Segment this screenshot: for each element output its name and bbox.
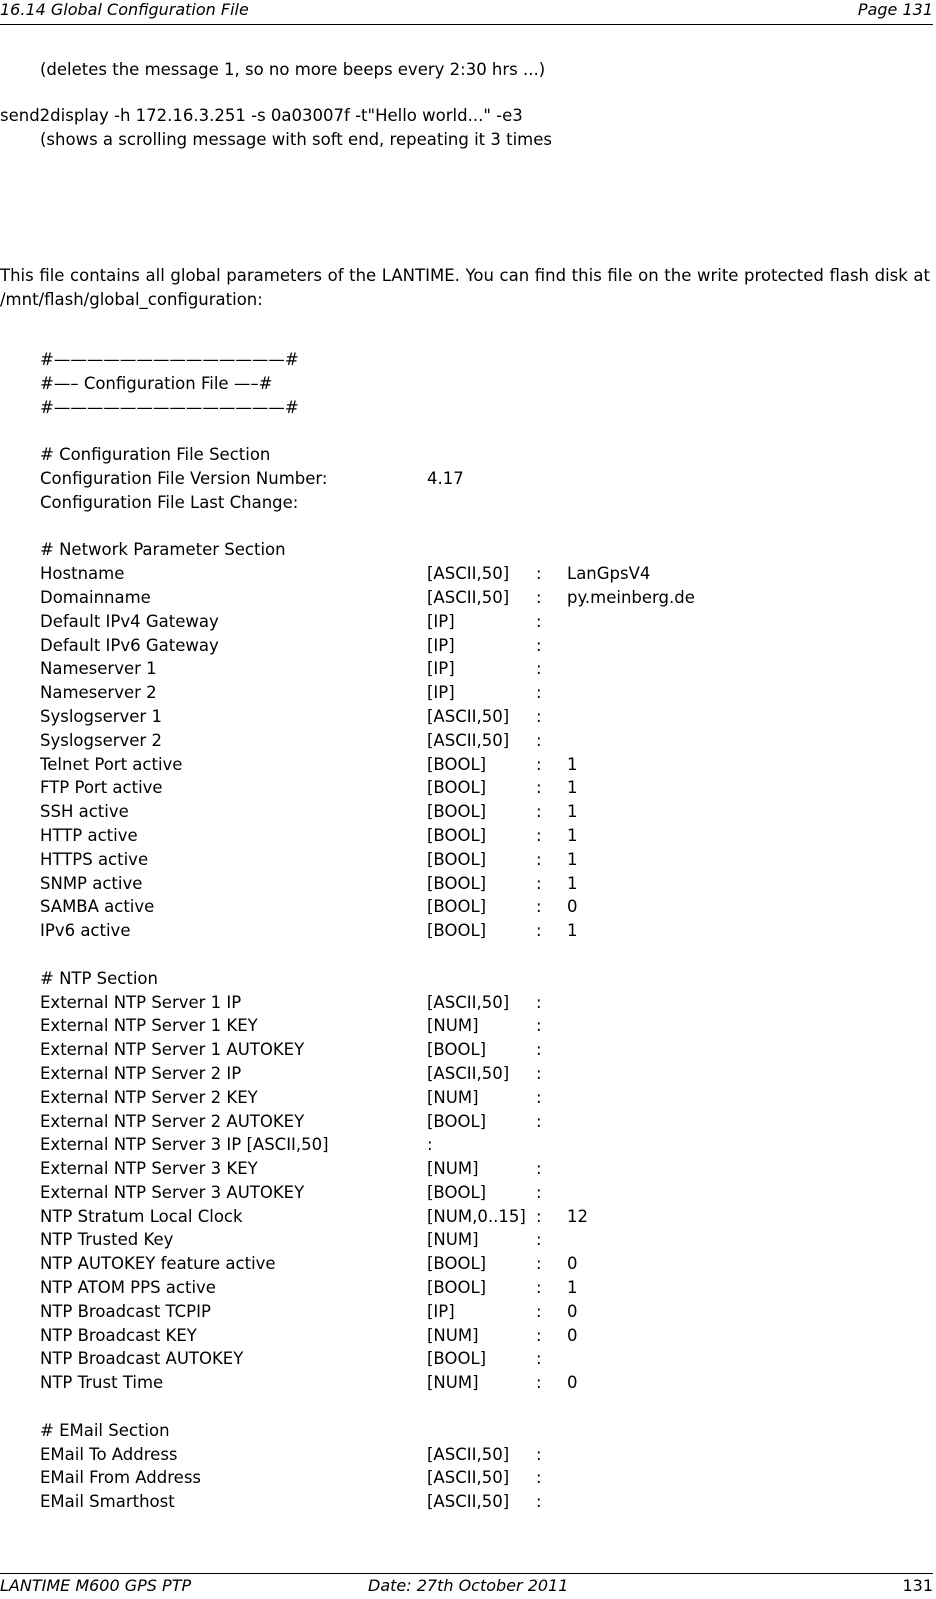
config-key: NTP Trusted Key (40, 1230, 174, 1250)
config-row (40, 1302, 920, 1326)
config-separator: : (536, 1325, 542, 1345)
config-separator: : (536, 587, 542, 607)
config-type: [NUM] (427, 1325, 479, 1345)
config-row (40, 802, 920, 826)
config-key: NTP Broadcast AUTOKEY (40, 1349, 244, 1369)
config-separator: : (536, 1230, 542, 1250)
config-row (40, 588, 920, 612)
document-date: Date: 27th October 2011 (368, 1576, 569, 1595)
config-key: NTP Trust Time (40, 1373, 164, 1393)
config-type: [ASCII,50] (427, 1492, 510, 1512)
config-row (40, 1468, 920, 1492)
config-type: [BOOL] (427, 1111, 487, 1131)
config-key: FTP Port active (40, 778, 163, 798)
config-type: [IP] (427, 659, 455, 679)
config-type: [BOOL] (427, 1254, 487, 1274)
config-row (40, 707, 920, 731)
config-type: [ASCII,50] (427, 706, 510, 726)
config-value: 0 (567, 1373, 578, 1393)
config-separator: : (536, 1063, 542, 1083)
page-header (0, 0, 933, 25)
config-row (40, 1373, 920, 1397)
config-row (40, 1064, 920, 1088)
config-separator: : (536, 635, 542, 655)
config-type: : (427, 1135, 433, 1155)
config-key: SNMP active (40, 873, 143, 893)
config-row (40, 1207, 920, 1231)
config-row (40, 1135, 920, 1159)
config-row (40, 1159, 920, 1183)
config-separator: : (536, 564, 542, 584)
config-separator: : (536, 1159, 542, 1179)
config-row (40, 612, 920, 636)
config-type: [BOOL] (427, 1349, 487, 1369)
config-key: IPv6 active (40, 921, 131, 941)
config-type: [IP] (427, 1301, 455, 1321)
config-row (40, 350, 920, 374)
config-separator: : (536, 683, 542, 703)
config-key: EMail To Address (40, 1444, 178, 1464)
config-type: [BOOL] (427, 849, 487, 869)
config-separator: : (536, 706, 542, 726)
config-key: Default IPv4 Gateway (40, 611, 219, 631)
config-type: [NUM] (427, 1159, 479, 1179)
config-separator: : (536, 897, 542, 917)
config-row (40, 1230, 920, 1254)
config-type: [BOOL] (427, 873, 487, 893)
config-type: [BOOL] (427, 1278, 487, 1298)
config-key: # NTP Section (40, 968, 158, 988)
config-key: External NTP Server 3 AUTOKEY (40, 1182, 305, 1202)
config-type: [BOOL] (427, 778, 487, 798)
config-row (40, 1397, 920, 1421)
config-key: Nameserver 1 (40, 659, 157, 679)
config-type: [NUM,0..15] (427, 1206, 526, 1226)
config-type: [IP] (427, 611, 455, 631)
config-separator: : (536, 1349, 542, 1369)
config-separator: : (536, 1087, 542, 1107)
config-type: [ASCII,50] (427, 1063, 510, 1083)
config-key: EMail Smarthost (40, 1492, 175, 1512)
config-row (40, 445, 920, 469)
config-type: [IP] (427, 635, 455, 655)
config-type: [BOOL] (427, 802, 487, 822)
config-key: External NTP Server 3 IP [ASCII,50] (40, 1135, 329, 1155)
config-key: SSH active (40, 802, 129, 822)
config-key: #—– Configuration File —–# (40, 373, 273, 393)
config-separator: : (536, 659, 542, 679)
config-row (40, 993, 920, 1017)
config-row (40, 469, 920, 493)
config-separator: : (536, 849, 542, 869)
config-key: NTP AUTOKEY feature active (40, 1254, 276, 1274)
page-footer (0, 1573, 933, 1599)
config-key: Nameserver 2 (40, 683, 157, 703)
section-title: 16.14 Global Configuration File (0, 0, 249, 19)
config-key: Hostname (40, 564, 125, 584)
config-key: Syslogserver 1 (40, 706, 162, 726)
config-key: # Network Parameter Section (40, 540, 286, 560)
intro-line-1: (deletes the message 1, so no more beeps every 2:30 hrs ...) (40, 60, 546, 79)
config-key: EMail From Address (40, 1468, 202, 1488)
config-type: [BOOL] (427, 1182, 487, 1202)
config-row (40, 398, 920, 422)
config-type: [IP] (427, 683, 455, 703)
config-type: [BOOL] (427, 897, 487, 917)
config-value: 0 (567, 897, 578, 917)
config-value: 1 (567, 802, 578, 822)
config-type: [NUM] (427, 1087, 479, 1107)
config-key: Configuration File Last Change: (40, 492, 299, 512)
config-separator: : (536, 825, 542, 845)
config-key: External NTP Server 1 AUTOKEY (40, 1040, 305, 1060)
config-separator: : (536, 873, 542, 893)
config-type: [BOOL] (427, 825, 487, 845)
config-separator: : (536, 802, 542, 822)
config-row (40, 517, 920, 541)
config-key: Default IPv6 Gateway (40, 635, 219, 655)
config-type: [ASCII,50] (427, 992, 510, 1012)
config-row (40, 1492, 920, 1516)
config-separator: : (536, 1301, 542, 1321)
config-key: External NTP Server 2 KEY (40, 1087, 258, 1107)
command-example: send2display -h 172.16.3.251 -s 0a03007f -t"Hello world..." -e3 (0, 106, 523, 125)
config-key: External NTP Server 2 IP (40, 1063, 242, 1083)
config-value: 1 (567, 754, 578, 774)
config-row (40, 826, 920, 850)
config-listing (40, 350, 920, 1516)
config-row (40, 1421, 920, 1445)
config-row (40, 921, 920, 945)
config-type: 4.17 (427, 468, 464, 488)
config-key: Syslogserver 2 (40, 730, 162, 750)
config-row (40, 374, 920, 398)
config-separator: : (536, 1040, 542, 1060)
config-separator: : (536, 1444, 542, 1464)
config-key: External NTP Server 1 IP (40, 992, 242, 1012)
config-key: NTP Stratum Local Clock (40, 1206, 243, 1226)
config-key: NTP ATOM PPS active (40, 1278, 216, 1298)
config-separator: : (536, 1254, 542, 1274)
config-key: #——————————————# (40, 397, 299, 417)
config-separator: : (536, 1492, 542, 1512)
config-value: 1 (567, 778, 578, 798)
config-separator: : (536, 730, 542, 750)
config-value: 12 (567, 1206, 588, 1226)
page-label: Page 131 (857, 0, 933, 19)
config-row (40, 1040, 920, 1064)
config-key: SAMBA active (40, 897, 155, 917)
config-row (40, 1112, 920, 1136)
config-row (40, 778, 920, 802)
config-row (40, 636, 920, 660)
config-key: HTTPS active (40, 849, 149, 869)
config-key: NTP Broadcast TCPIP (40, 1301, 211, 1321)
config-row (40, 850, 920, 874)
config-key: HTTP active (40, 825, 138, 845)
config-key: # EMail Section (40, 1420, 170, 1440)
config-key: #——————————————# (40, 350, 299, 369)
config-key: External NTP Server 2 AUTOKEY (40, 1111, 305, 1131)
config-row (40, 1183, 920, 1207)
config-row (40, 564, 920, 588)
config-value: 1 (567, 873, 578, 893)
config-row (40, 659, 920, 683)
config-row (40, 683, 920, 707)
config-separator: : (536, 1182, 542, 1202)
config-key: Domainname (40, 587, 151, 607)
config-type: [ASCII,50] (427, 587, 510, 607)
config-separator: : (536, 754, 542, 774)
config-row (40, 1445, 920, 1469)
config-type: [ASCII,50] (427, 1444, 510, 1464)
config-value: 0 (567, 1301, 578, 1321)
config-type: [BOOL] (427, 921, 487, 941)
config-row (40, 874, 920, 898)
config-row (40, 969, 920, 993)
config-separator: : (536, 1111, 542, 1131)
config-separator: : (536, 778, 542, 798)
config-row (40, 1349, 920, 1373)
intro-line-2: (shows a scrolling message with soft end, repeating it 3 times (40, 130, 552, 149)
config-type: [BOOL] (427, 754, 487, 774)
config-separator: : (536, 1468, 542, 1488)
config-value: py.meinberg.de (567, 587, 695, 607)
config-row (40, 421, 920, 445)
config-row (40, 1016, 920, 1040)
config-separator: : (536, 1016, 542, 1036)
config-type: [ASCII,50] (427, 1468, 510, 1488)
config-value: LanGpsV4 (567, 564, 651, 584)
config-key: Configuration File Version Number: (40, 468, 328, 488)
config-value: 0 (567, 1254, 578, 1274)
config-value: 1 (567, 921, 578, 941)
config-row (40, 755, 920, 779)
config-row (40, 1254, 920, 1278)
product-name: LANTIME M600 GPS PTP (0, 1576, 192, 1595)
config-separator: : (536, 1373, 542, 1393)
config-separator: : (536, 921, 542, 941)
config-row (40, 945, 920, 969)
config-row (40, 1326, 920, 1350)
config-separator: : (536, 611, 542, 631)
config-key: Telnet Port active (40, 754, 183, 774)
config-type: [BOOL] (427, 1040, 487, 1060)
config-type: [ASCII,50] (427, 564, 510, 584)
config-value: 1 (567, 825, 578, 845)
config-row (40, 493, 920, 517)
config-value: 1 (567, 849, 578, 869)
config-value: 1 (567, 1278, 578, 1298)
config-row (40, 1088, 920, 1112)
config-type: [NUM] (427, 1230, 479, 1250)
config-type: [NUM] (427, 1016, 479, 1036)
description-paragraph: This file contains all global parameters of the LANTIME. You can find this file on the write protected flash disk at /mnt/flash/global_configuration: (0, 266, 930, 309)
config-key: External NTP Server 1 KEY (40, 1016, 258, 1036)
config-row (40, 540, 920, 564)
config-key: External NTP Server 3 KEY (40, 1159, 258, 1179)
config-row (40, 1278, 920, 1302)
config-row (40, 731, 920, 755)
config-separator: : (536, 1278, 542, 1298)
config-separator: : (536, 1206, 542, 1226)
config-key: NTP Broadcast KEY (40, 1325, 197, 1345)
page-number: 131 (902, 1576, 933, 1595)
config-type: [ASCII,50] (427, 730, 510, 750)
config-row (40, 897, 920, 921)
config-key: # Configuration File Section (40, 445, 271, 465)
config-value: 0 (567, 1325, 578, 1345)
config-type: [NUM] (427, 1373, 479, 1393)
config-separator: : (536, 992, 542, 1012)
